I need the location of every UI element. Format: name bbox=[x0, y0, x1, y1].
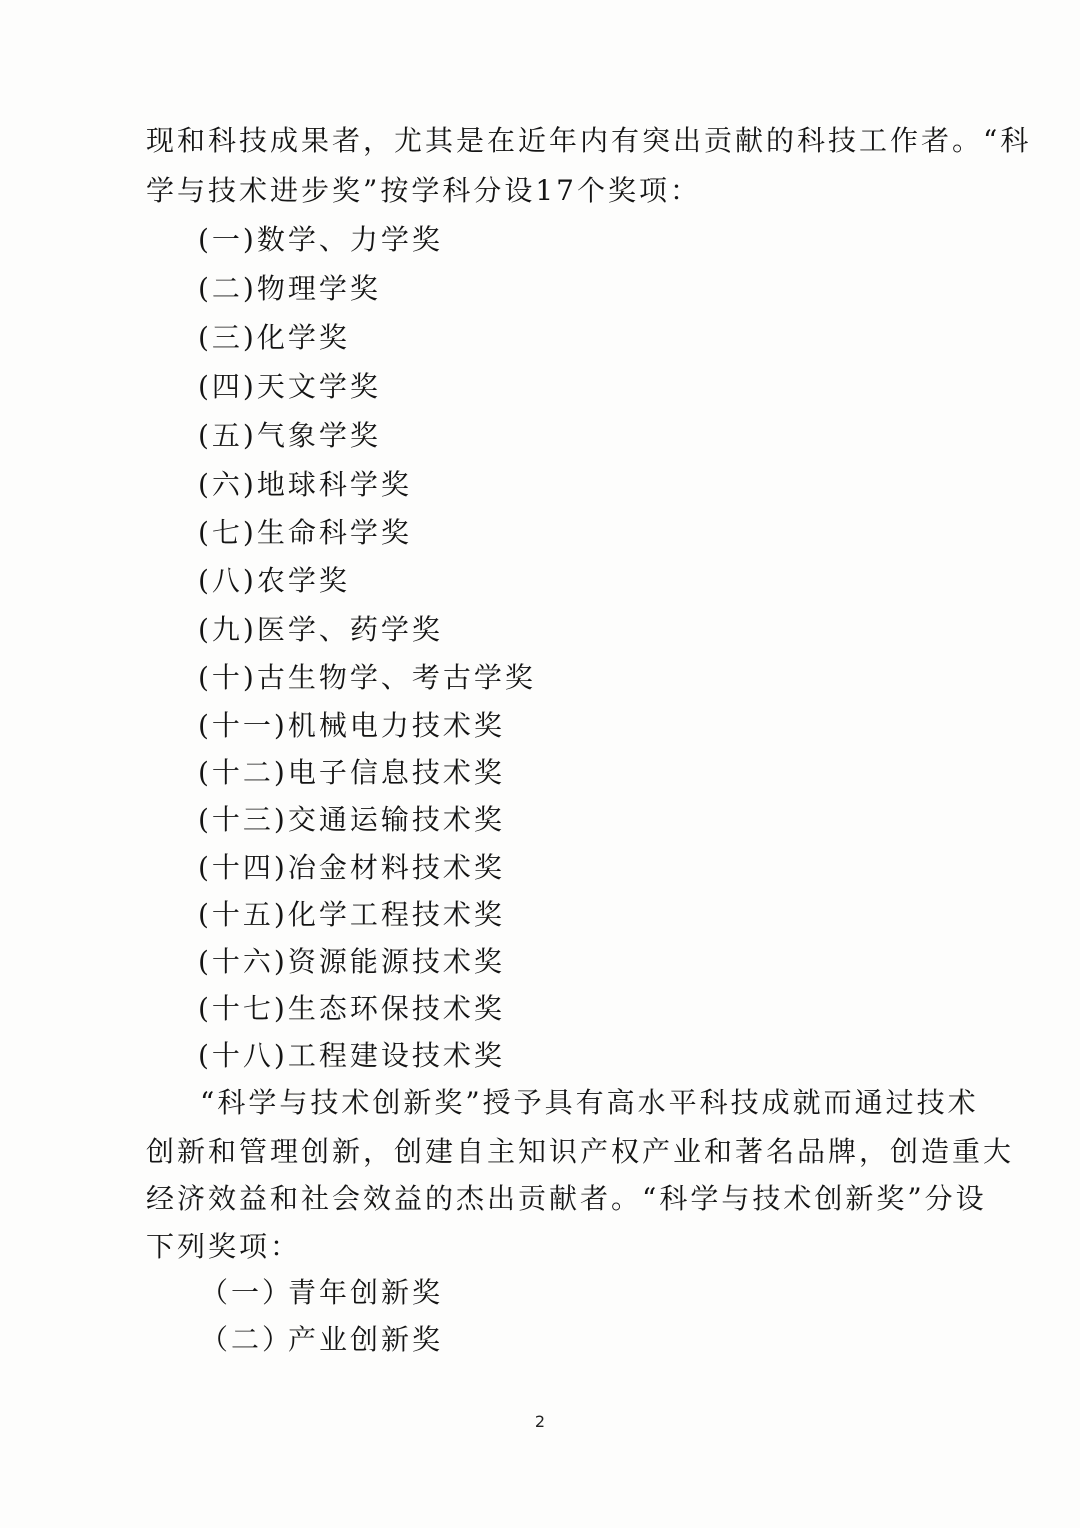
list-item: (十四)冶金材料技术奖 bbox=[198, 851, 505, 884]
list-item-label: （二） bbox=[200, 1323, 294, 1356]
list-item: (十六)资源能源技术奖 bbox=[198, 945, 505, 978]
intro-line-2: 学与技术进步奖”按学科分设17个奖项： bbox=[146, 174, 701, 207]
list-item: (十三)交通运输技术奖 bbox=[198, 803, 505, 836]
list-item: (十一)机械电力技术奖 bbox=[198, 709, 505, 742]
innovation-line-1: “科学与技术创新奖”授予具有高水平科技成就而通过技术 bbox=[200, 1086, 979, 1119]
innovation-line-3: 经济效益和社会效益的杰出贡献者。“科学与技术创新奖”分设 bbox=[146, 1182, 987, 1215]
list-item-label: （一） bbox=[200, 1276, 294, 1309]
list-item-name: 产业创新奖 bbox=[288, 1323, 444, 1356]
intro-line-1: 现和科技成果者，尤其是在近年内有突出贡献的科技工作者。“科 bbox=[146, 124, 1032, 157]
list-item: (十二)电子信息技术奖 bbox=[198, 756, 505, 789]
list-item: (八)农学奖 bbox=[198, 564, 350, 597]
list-item: (七)生命科学奖 bbox=[198, 516, 412, 549]
list-item bbox=[200, 1276, 443, 1310]
list-item: (二)物理学奖 bbox=[198, 272, 381, 305]
list-item bbox=[200, 1323, 443, 1357]
list-item: (六)地球科学奖 bbox=[198, 468, 412, 501]
list-item-name: 青年创新奖 bbox=[288, 1276, 444, 1309]
list-item: (五)气象学奖 bbox=[198, 419, 381, 452]
list-item: (三)化学奖 bbox=[198, 321, 350, 354]
innovation-line-2: 创新和管理创新，创建自主知识产权产业和著名品牌，创造重大 bbox=[146, 1135, 1015, 1168]
list-item: (十五)化学工程技术奖 bbox=[198, 898, 505, 931]
list-item: (十七)生态环保技术奖 bbox=[198, 992, 505, 1025]
list-item: (一)数学、力学奖 bbox=[198, 223, 443, 256]
list-item: (十)古生物学、考古学奖 bbox=[198, 661, 536, 694]
list-item: (四)天文学奖 bbox=[198, 370, 381, 403]
innovation-line-4: 下列奖项： bbox=[146, 1230, 302, 1263]
list-item: (十八)工程建设技术奖 bbox=[198, 1039, 505, 1072]
page-number: 2 bbox=[534, 1412, 546, 1431]
list-item: (九)医学、药学奖 bbox=[198, 613, 443, 646]
